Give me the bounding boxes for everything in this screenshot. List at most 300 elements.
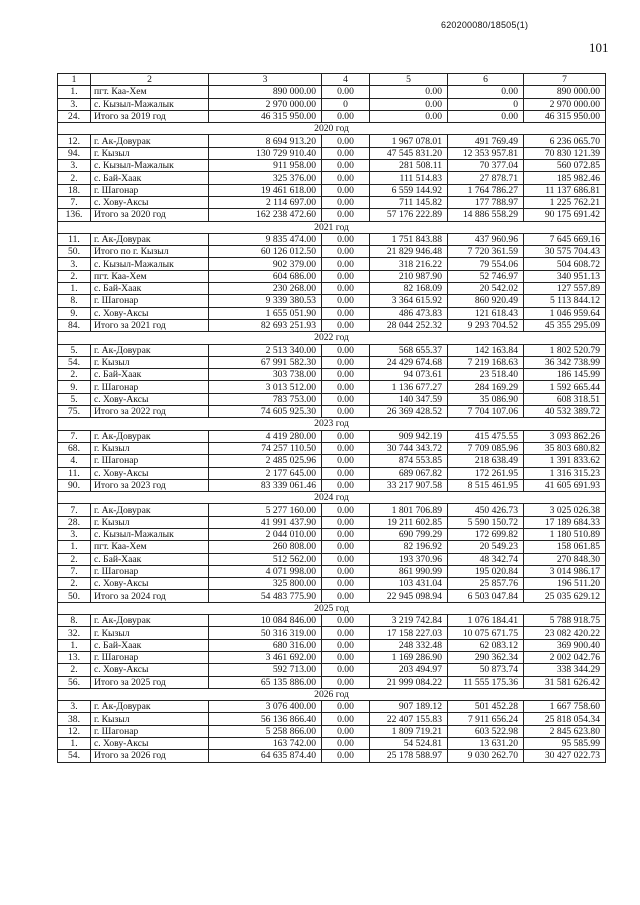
table-cell: 3 013 512.00 bbox=[209, 381, 322, 393]
table-cell: с. Хову-Аксы bbox=[91, 738, 209, 750]
table-row bbox=[58, 147, 606, 159]
table-cell: 874 553.85 bbox=[370, 455, 448, 467]
table-cell: 0.00 bbox=[322, 504, 370, 516]
table-cell: 290 362.34 bbox=[448, 651, 524, 663]
table-cell: с. Хову-Аксы bbox=[91, 196, 209, 208]
table-cell: с. Кызыл-Мажалык bbox=[91, 528, 209, 540]
table-cell: 1 802 520.79 bbox=[524, 344, 606, 356]
table-cell: 0.00 bbox=[322, 246, 370, 258]
table-cell: г. Ак-Довурак bbox=[91, 135, 209, 147]
table-cell: Итого за 2024 год bbox=[91, 590, 209, 602]
table-cell: 0.00 bbox=[322, 196, 370, 208]
table-row bbox=[58, 209, 606, 221]
table-cell: 54. bbox=[58, 356, 91, 368]
table-cell: 1. bbox=[58, 639, 91, 651]
table-row bbox=[58, 86, 606, 98]
table-cell: 103 431.04 bbox=[370, 578, 448, 590]
table-row bbox=[58, 504, 606, 516]
table-cell: 1. bbox=[58, 86, 91, 98]
table-cell: с. Бай-Хаак bbox=[91, 639, 209, 651]
table-cell: 0.00 bbox=[322, 479, 370, 491]
year-heading: 2024 год bbox=[58, 492, 606, 504]
table-cell: 501 452.28 bbox=[448, 701, 524, 713]
table-cell: 7. bbox=[58, 504, 91, 516]
table-cell: 248 332.48 bbox=[370, 639, 448, 651]
table-cell: 30 744 343.72 bbox=[370, 442, 448, 454]
table-cell: 1 391 833.62 bbox=[524, 455, 606, 467]
table-cell: 0.00 bbox=[322, 701, 370, 713]
table-cell: 36 342 738.99 bbox=[524, 356, 606, 368]
year-heading: 2020 год bbox=[58, 123, 606, 135]
table-cell: г. Кызыл bbox=[91, 713, 209, 725]
table-cell: 18. bbox=[58, 184, 91, 196]
table-cell: 21 829 946.48 bbox=[370, 246, 448, 258]
table-cell: 6 503 047.84 bbox=[448, 590, 524, 602]
table-cell: 19 461 618.00 bbox=[209, 184, 322, 196]
table-cell: г. Шагонар bbox=[91, 651, 209, 663]
table-cell: с. Кызыл-Мажалык bbox=[91, 98, 209, 110]
table-cell: 902 379.00 bbox=[209, 258, 322, 270]
table-cell: 28 044 252.32 bbox=[370, 319, 448, 331]
year-row bbox=[58, 221, 606, 233]
table-cell: 158 061.85 bbox=[524, 541, 606, 553]
table-cell: г. Ак-Довурак bbox=[91, 504, 209, 516]
table-cell: 50. bbox=[58, 246, 91, 258]
table-cell: 1 169 286.90 bbox=[370, 651, 448, 663]
table-cell: 11. bbox=[58, 233, 91, 245]
table-cell: 94 073.61 bbox=[370, 369, 448, 381]
table-row bbox=[58, 393, 606, 405]
table-cell: 1 655 051.90 bbox=[209, 307, 322, 319]
table-cell: 41 991 437.90 bbox=[209, 516, 322, 528]
table-cell: 9 293 704.52 bbox=[448, 319, 524, 331]
table-cell: 38. bbox=[58, 713, 91, 725]
table-cell: 260 808.00 bbox=[209, 541, 322, 553]
table-cell: 5 590 150.72 bbox=[448, 516, 524, 528]
table-cell: 90 175 691.42 bbox=[524, 209, 606, 221]
table-cell: 41 605 691.93 bbox=[524, 479, 606, 491]
table-row bbox=[58, 541, 606, 553]
table-cell: 860 920.49 bbox=[448, 295, 524, 307]
table-cell: 0.00 bbox=[322, 381, 370, 393]
year-row bbox=[58, 332, 606, 344]
table-cell: 0.00 bbox=[322, 516, 370, 528]
table-cell: 84. bbox=[58, 319, 91, 331]
table-cell: 2 044 010.00 bbox=[209, 528, 322, 540]
table-cell: 303 738.00 bbox=[209, 369, 322, 381]
table-cell: 136. bbox=[58, 209, 91, 221]
table-cell: 20 542.02 bbox=[448, 283, 524, 295]
table-cell: 340 951.13 bbox=[524, 270, 606, 282]
table-cell: 0.00 bbox=[322, 184, 370, 196]
table-cell: 230 268.00 bbox=[209, 283, 322, 295]
table-cell: 50 316 319.00 bbox=[209, 627, 322, 639]
table-cell: 22 945 098.94 bbox=[370, 590, 448, 602]
table-cell: 68. bbox=[58, 442, 91, 454]
table-cell: 11 555 175.36 bbox=[448, 676, 524, 688]
table-cell: с. Хову-Аксы bbox=[91, 578, 209, 590]
table-cell: 9 030 262.70 bbox=[448, 750, 524, 762]
table-cell: 0.00 bbox=[322, 319, 370, 331]
table-cell: 8 694 913.20 bbox=[209, 135, 322, 147]
table-cell: 12. bbox=[58, 725, 91, 737]
table-cell: 82 196.92 bbox=[370, 541, 448, 553]
table-cell: 127 557.89 bbox=[524, 283, 606, 295]
table-cell: 12 353 957.81 bbox=[448, 147, 524, 159]
table-cell: 11. bbox=[58, 467, 91, 479]
table-cell: 504 608.72 bbox=[524, 258, 606, 270]
table-cell: 30 575 704.43 bbox=[524, 246, 606, 258]
table-cell: г. Кызыл bbox=[91, 627, 209, 639]
table-cell: с. Хову-Аксы bbox=[91, 467, 209, 479]
table-cell: 0.00 bbox=[322, 467, 370, 479]
table-cell: 8 515 461.95 bbox=[448, 479, 524, 491]
table-cell: 56. bbox=[58, 676, 91, 688]
table-row bbox=[58, 319, 606, 331]
header-cell: 7 bbox=[524, 74, 606, 86]
table-cell: 26 369 428.52 bbox=[370, 406, 448, 418]
table-cell: 35 803 680.82 bbox=[524, 442, 606, 454]
table-cell: 0.00 bbox=[322, 578, 370, 590]
table-cell: 0.00 bbox=[322, 283, 370, 295]
table-cell: 17 189 684.33 bbox=[524, 516, 606, 528]
table-cell: 450 426.73 bbox=[448, 504, 524, 516]
table-cell: 56 136 866.40 bbox=[209, 713, 322, 725]
table-cell: г. Ак-Довурак bbox=[91, 701, 209, 713]
table-cell: 0.00 bbox=[370, 86, 448, 98]
table-row bbox=[58, 184, 606, 196]
table-row bbox=[58, 725, 606, 737]
table-cell: г. Кызыл bbox=[91, 516, 209, 528]
table-cell: 907 189.12 bbox=[370, 701, 448, 713]
table-cell: с. Бай-Хаак bbox=[91, 553, 209, 565]
table-row bbox=[58, 172, 606, 184]
table-cell: 54 483 775.90 bbox=[209, 590, 322, 602]
table-cell: 2 114 697.00 bbox=[209, 196, 322, 208]
table-cell: 486 473.83 bbox=[370, 307, 448, 319]
table-cell: 163 742.00 bbox=[209, 738, 322, 750]
table-cell: 13 631.20 bbox=[448, 738, 524, 750]
table-cell: 4. bbox=[58, 455, 91, 467]
table-cell: 203 494.97 bbox=[370, 664, 448, 676]
table-row bbox=[58, 713, 606, 725]
header-cell: 1 bbox=[58, 74, 91, 86]
table-cell: 17 158 227.03 bbox=[370, 627, 448, 639]
table-cell: 23 082 420.22 bbox=[524, 627, 606, 639]
table-cell: 0.00 bbox=[322, 651, 370, 663]
table-row bbox=[58, 467, 606, 479]
table-row bbox=[58, 307, 606, 319]
table-cell: 338 344.29 bbox=[524, 664, 606, 676]
year-row bbox=[58, 123, 606, 135]
table-cell: 5. bbox=[58, 393, 91, 405]
table-cell: Итого за 2022 год bbox=[91, 406, 209, 418]
table-cell: 3 219 742.84 bbox=[370, 615, 448, 627]
table-cell: 121 618.43 bbox=[448, 307, 524, 319]
table-row bbox=[58, 356, 606, 368]
table-cell: с. Бай-Хаак bbox=[91, 283, 209, 295]
year-heading: 2023 год bbox=[58, 418, 606, 430]
table-cell: 62 083.12 bbox=[448, 639, 524, 651]
table-row bbox=[58, 455, 606, 467]
table-cell: 0.00 bbox=[322, 147, 370, 159]
table-cell: 185 982.46 bbox=[524, 172, 606, 184]
table-cell: 195 020.84 bbox=[448, 565, 524, 577]
table-cell: 0.00 bbox=[322, 553, 370, 565]
table-cell: 5 788 918.75 bbox=[524, 615, 606, 627]
table-row bbox=[58, 516, 606, 528]
table-cell: 111 514.83 bbox=[370, 172, 448, 184]
table-cell: 9. bbox=[58, 307, 91, 319]
table-cell: 82 168.09 bbox=[370, 283, 448, 295]
table-cell: 45 355 295.09 bbox=[524, 319, 606, 331]
table-cell: 40 532 389.72 bbox=[524, 406, 606, 418]
table-cell: 318 216.22 bbox=[370, 258, 448, 270]
table-cell: 568 655.37 bbox=[370, 344, 448, 356]
table-cell: 35 086.90 bbox=[448, 393, 524, 405]
table-row bbox=[58, 701, 606, 713]
table-cell: 2 002 042.76 bbox=[524, 651, 606, 663]
table-row bbox=[58, 233, 606, 245]
table-cell: Итого за 2025 год bbox=[91, 676, 209, 688]
table-cell: 689 067.82 bbox=[370, 467, 448, 479]
table-cell: 54. bbox=[58, 750, 91, 762]
table-cell: 1 801 706.89 bbox=[370, 504, 448, 516]
table-cell: 0.00 bbox=[322, 713, 370, 725]
table-cell: 0.00 bbox=[322, 86, 370, 98]
table-cell: Итого за 2019 год bbox=[91, 110, 209, 122]
table-cell: 0.00 bbox=[322, 590, 370, 602]
table-cell: 1 809 719.21 bbox=[370, 725, 448, 737]
table-cell: 512 562.00 bbox=[209, 553, 322, 565]
table-cell: г. Шагонар bbox=[91, 295, 209, 307]
table-cell: 1 316 315.23 bbox=[524, 467, 606, 479]
table-row bbox=[58, 639, 606, 651]
table-cell: 9 339 380.53 bbox=[209, 295, 322, 307]
table-cell: 1 764 786.27 bbox=[448, 184, 524, 196]
table-cell: 3 076 400.00 bbox=[209, 701, 322, 713]
table-cell: 0.00 bbox=[322, 750, 370, 762]
table-cell: с. Кызыл-Мажалык bbox=[91, 160, 209, 172]
table-cell: 0.00 bbox=[322, 565, 370, 577]
table-cell: 74 257 110.50 bbox=[209, 442, 322, 454]
year-row bbox=[58, 688, 606, 700]
table-cell: 4 071 998.00 bbox=[209, 565, 322, 577]
table-cell: 0.00 bbox=[370, 110, 448, 122]
table-cell: 3 461 692.00 bbox=[209, 651, 322, 663]
table-cell: 0.00 bbox=[322, 160, 370, 172]
table-cell: 22 407 155.83 bbox=[370, 713, 448, 725]
table-cell: 0.00 bbox=[322, 430, 370, 442]
year-row bbox=[58, 602, 606, 614]
table-cell: 3. bbox=[58, 701, 91, 713]
table-cell: 32. bbox=[58, 627, 91, 639]
header-cell: 6 bbox=[448, 74, 524, 86]
year-row bbox=[58, 492, 606, 504]
table-cell: 1 967 078.01 bbox=[370, 135, 448, 147]
table-cell: 162 238 472.60 bbox=[209, 209, 322, 221]
table-cell: 0.00 bbox=[322, 258, 370, 270]
table-cell: 9. bbox=[58, 381, 91, 393]
table-cell: 3 364 615.92 bbox=[370, 295, 448, 307]
table-cell: 0.00 bbox=[322, 725, 370, 737]
table-cell: 19 211 602.85 bbox=[370, 516, 448, 528]
year-heading: 2026 год bbox=[58, 688, 606, 700]
table-cell: 270 848.30 bbox=[524, 553, 606, 565]
table-cell: пгт. Каа-Хем bbox=[91, 541, 209, 553]
table-cell: 1 076 184.41 bbox=[448, 615, 524, 627]
table-cell: 2. bbox=[58, 664, 91, 676]
table-cell: 14 886 558.29 bbox=[448, 209, 524, 221]
table-cell: 5. bbox=[58, 344, 91, 356]
table-cell: 25 178 588.97 bbox=[370, 750, 448, 762]
table-cell: 0.00 bbox=[322, 442, 370, 454]
table-row bbox=[58, 442, 606, 454]
table-cell: 94. bbox=[58, 147, 91, 159]
data-table bbox=[57, 73, 606, 763]
document-code: 620200080/18505(1) bbox=[441, 20, 529, 30]
table-cell: 7 219 168.63 bbox=[448, 356, 524, 368]
table-cell: 7 704 107.06 bbox=[448, 406, 524, 418]
table-cell: 0.00 bbox=[322, 270, 370, 282]
table-row bbox=[58, 590, 606, 602]
table-cell: 3 093 862.26 bbox=[524, 430, 606, 442]
table-cell: 196 511.20 bbox=[524, 578, 606, 590]
table-cell: 0.00 bbox=[448, 86, 524, 98]
table-cell: 218 638.49 bbox=[448, 455, 524, 467]
table-cell: 95 585.99 bbox=[524, 738, 606, 750]
table-cell: 415 475.55 bbox=[448, 430, 524, 442]
table-row bbox=[58, 750, 606, 762]
table-cell: 46 315 950.00 bbox=[209, 110, 322, 122]
table-cell: 604 686.00 bbox=[209, 270, 322, 282]
table-cell: 783 753.00 bbox=[209, 393, 322, 405]
table-cell: 0.00 bbox=[322, 528, 370, 540]
table-cell: 7 709 085.96 bbox=[448, 442, 524, 454]
table-cell: с. Хову-Аксы bbox=[91, 307, 209, 319]
table-cell: г. Шагонар bbox=[91, 565, 209, 577]
table-cell: г. Кызыл bbox=[91, 147, 209, 159]
table-row bbox=[58, 565, 606, 577]
table-cell: 2. bbox=[58, 578, 91, 590]
table-row bbox=[58, 283, 606, 295]
table-cell: 11 137 686.81 bbox=[524, 184, 606, 196]
table-cell: 2 970 000.00 bbox=[209, 98, 322, 110]
table-cell: 60 126 012.50 bbox=[209, 246, 322, 258]
table-cell: 7. bbox=[58, 430, 91, 442]
table-cell: 10 075 671.75 bbox=[448, 627, 524, 639]
table-cell: 1 180 510.89 bbox=[524, 528, 606, 540]
table-cell: 50. bbox=[58, 590, 91, 602]
table-cell: 1. bbox=[58, 283, 91, 295]
table-row bbox=[58, 369, 606, 381]
table-cell: 2 485 025.96 bbox=[209, 455, 322, 467]
table-cell: 177 788.97 bbox=[448, 196, 524, 208]
table-cell: с. Кызыл-Мажалык bbox=[91, 258, 209, 270]
table-cell: 0.00 bbox=[448, 110, 524, 122]
table-cell: 23 518.40 bbox=[448, 369, 524, 381]
table-cell: 1 592 665.44 bbox=[524, 381, 606, 393]
table-cell: 1 667 758.60 bbox=[524, 701, 606, 713]
table-row bbox=[58, 479, 606, 491]
table-cell: 603 522.98 bbox=[448, 725, 524, 737]
table-cell: 3. bbox=[58, 98, 91, 110]
table-row bbox=[58, 246, 606, 258]
table-cell: 70 830 121.39 bbox=[524, 147, 606, 159]
table-cell: 0.00 bbox=[322, 455, 370, 467]
table-row bbox=[58, 664, 606, 676]
table-cell: 6 236 065.70 bbox=[524, 135, 606, 147]
header-cell: 2 bbox=[91, 74, 209, 86]
table-row bbox=[58, 406, 606, 418]
table-cell: 0.00 bbox=[322, 110, 370, 122]
table-cell: 0.00 bbox=[322, 356, 370, 368]
table-cell: 0.00 bbox=[322, 135, 370, 147]
table-cell: 2 845 623.80 bbox=[524, 725, 606, 737]
table-cell: 25 035 629.12 bbox=[524, 590, 606, 602]
table-cell: с. Бай-Хаак bbox=[91, 172, 209, 184]
year-heading: 2021 год bbox=[58, 221, 606, 233]
table-cell: 437 960.96 bbox=[448, 233, 524, 245]
table-cell: 33 217 907.58 bbox=[370, 479, 448, 491]
table-row bbox=[58, 98, 606, 110]
table-cell: 1 136 677.27 bbox=[370, 381, 448, 393]
table-row bbox=[58, 135, 606, 147]
table-cell: 5 113 844.12 bbox=[524, 295, 606, 307]
table-cell: 5 277 160.00 bbox=[209, 504, 322, 516]
table-cell: 7. bbox=[58, 196, 91, 208]
table-cell: 82 693 251.93 bbox=[209, 319, 322, 331]
table-cell: 2. bbox=[58, 270, 91, 282]
table-cell: 1 751 843.88 bbox=[370, 233, 448, 245]
table-cell: 27 878.71 bbox=[448, 172, 524, 184]
table-cell: 861 990.99 bbox=[370, 565, 448, 577]
table-cell: 560 072.85 bbox=[524, 160, 606, 172]
table-row bbox=[58, 430, 606, 442]
table-cell: 2 177 645.00 bbox=[209, 467, 322, 479]
table-row bbox=[58, 578, 606, 590]
table-cell: 680 316.00 bbox=[209, 639, 322, 651]
table-cell: г. Ак-Довурак bbox=[91, 344, 209, 356]
table-cell: 130 729 910.40 bbox=[209, 147, 322, 159]
table-cell: 210 987.90 bbox=[370, 270, 448, 282]
table-cell: 890 000.00 bbox=[209, 86, 322, 98]
table-cell: 50 873.74 bbox=[448, 664, 524, 676]
table-cell: 30 427 022.73 bbox=[524, 750, 606, 762]
table-cell: 2. bbox=[58, 369, 91, 381]
table-cell: 172 261.95 bbox=[448, 467, 524, 479]
table-cell: 711 145.82 bbox=[370, 196, 448, 208]
table-cell: 2 970 000.00 bbox=[524, 98, 606, 110]
table-row bbox=[58, 110, 606, 122]
table-cell: 0.00 bbox=[322, 639, 370, 651]
table-row bbox=[58, 196, 606, 208]
table-cell: 592 713.00 bbox=[209, 664, 322, 676]
table-cell: 0.00 bbox=[322, 393, 370, 405]
table-cell: 5 258 866.00 bbox=[209, 725, 322, 737]
table-cell: 25 857.76 bbox=[448, 578, 524, 590]
table-cell: 31 581 626.42 bbox=[524, 676, 606, 688]
table-cell: 7 720 361.59 bbox=[448, 246, 524, 258]
year-row bbox=[58, 418, 606, 430]
table-cell: 7 645 669.16 bbox=[524, 233, 606, 245]
table-cell: 48 342.74 bbox=[448, 553, 524, 565]
table-cell: 0 bbox=[322, 98, 370, 110]
table-row bbox=[58, 528, 606, 540]
table-cell: 52 746.97 bbox=[448, 270, 524, 282]
table-cell: 2. bbox=[58, 553, 91, 565]
table-cell: 79 554.06 bbox=[448, 258, 524, 270]
